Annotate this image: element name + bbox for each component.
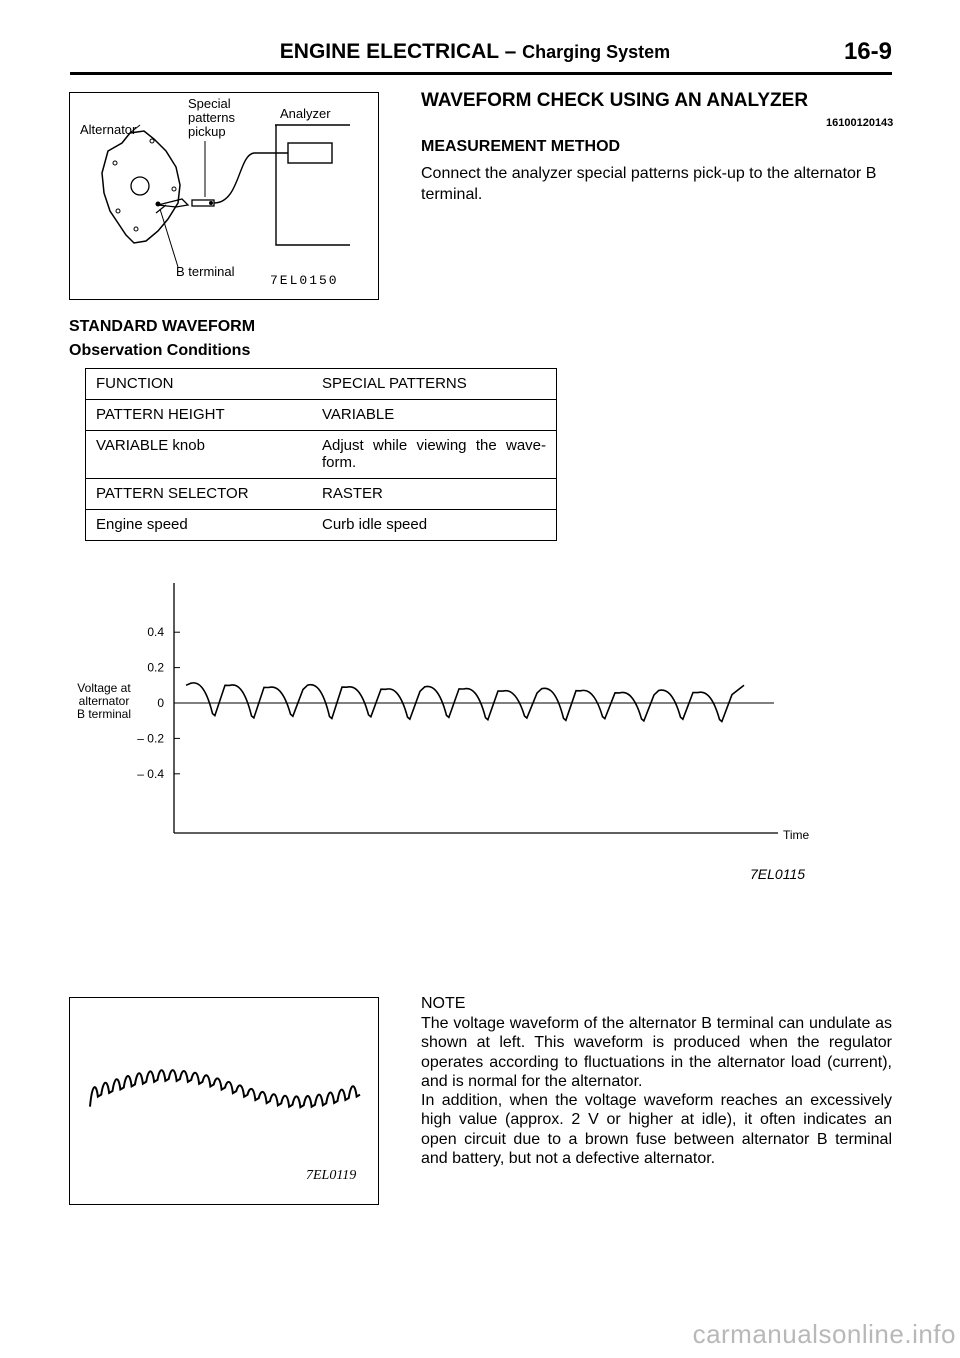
note-paragraph-1: The voltage waveform of the alternator B terminal can undulate as shown at left. This waveform is produced when the regulator operates according to fluctuations in the alternator load (current), and is normal for the alternator. [421,1015,892,1090]
note-text [421,1014,892,1168]
chart-xlabel: Time [783,828,810,842]
label-patterns: patterns [188,110,235,125]
chart-series-line [186,683,744,722]
table-row [86,400,557,431]
ylabel-line-1: Voltage at [77,681,131,695]
label-pickup: pickup [188,124,226,139]
ylabel-line-3: B terminal [76,707,132,721]
table-row [86,369,557,400]
table-row [86,510,557,541]
condition-label: PATTERN SELECTOR [86,479,313,510]
observation-conditions-table [85,368,557,541]
condition-value: VARIABLE [312,400,557,431]
label-special: Special [188,96,231,111]
watermark: carmanualsonline.info [692,1319,956,1349]
condition-label: Engine speed [86,510,313,541]
header-dash: – [504,40,517,63]
table-row [86,479,557,510]
alternator-analyzer-figure [69,92,379,300]
note-label: NOTE [421,995,466,1012]
undulating-waveform-figure [69,997,379,1205]
table-row [86,431,557,479]
measurement-method-text: Connect the analyzer special patterns pick-up to the alternator B terminal. [421,165,877,203]
section-title: ENGINE ELECTRICAL [279,40,499,63]
label-alternator: Alternator [80,122,137,137]
waveform-check-title: WAVEFORM CHECK USING AN ANALYZER [421,90,809,111]
label-analyzer: Analyzer [280,106,331,121]
note-paragraph-2: In addition, when the voltage waveform reaches an excessively high value (approx. 2 V or higher at idle), it often indicates an open circuit due to a brown fuse between alternator B terminal and battery, but not a defective alternator. [421,1092,892,1168]
standard-waveform-title: STANDARD WAVEFORM [69,318,256,335]
label-b-terminal: B terminal [176,264,235,279]
condition-value: Curb idle speed [312,510,557,541]
condition-label: FUNCTION [86,369,313,400]
section-header [250,40,700,64]
y-tick-label: – 0.4 [137,766,164,781]
figure-code: 7EL0150 [270,273,339,288]
condition-label: VARIABLE knob [86,431,313,479]
header-rule [70,72,892,75]
ylabel-line-2: alternator [78,694,130,708]
page-number: 16-9 [843,38,892,65]
condition-value: Adjust while viewing the wave-form. [312,431,557,479]
chart-ylabel [77,681,131,721]
condition-value: RASTER [312,479,557,510]
subsection-title: Charging System [522,42,671,62]
condition-value: SPECIAL PATTERNS [312,369,557,400]
y-tick-label: 0.4 [147,625,164,640]
condition-label: PATTERN HEIGHT [86,400,313,431]
standard-waveform-chart [60,575,820,885]
figure-code-3: 7EL0119 [306,1168,357,1183]
y-tick-label: 0.2 [147,660,164,675]
y-tick-label: 0 [157,696,164,710]
undulating-waveform-line [90,1070,360,1107]
measurement-method-title: MEASUREMENT METHOD [421,138,621,155]
observation-conditions-title: Observation Conditions [69,342,251,359]
y-tick-label: – 0.2 [137,731,164,746]
chart-figure-code: 7EL0115 [750,866,806,882]
waveform-check-code: 16100120143 [826,117,894,129]
